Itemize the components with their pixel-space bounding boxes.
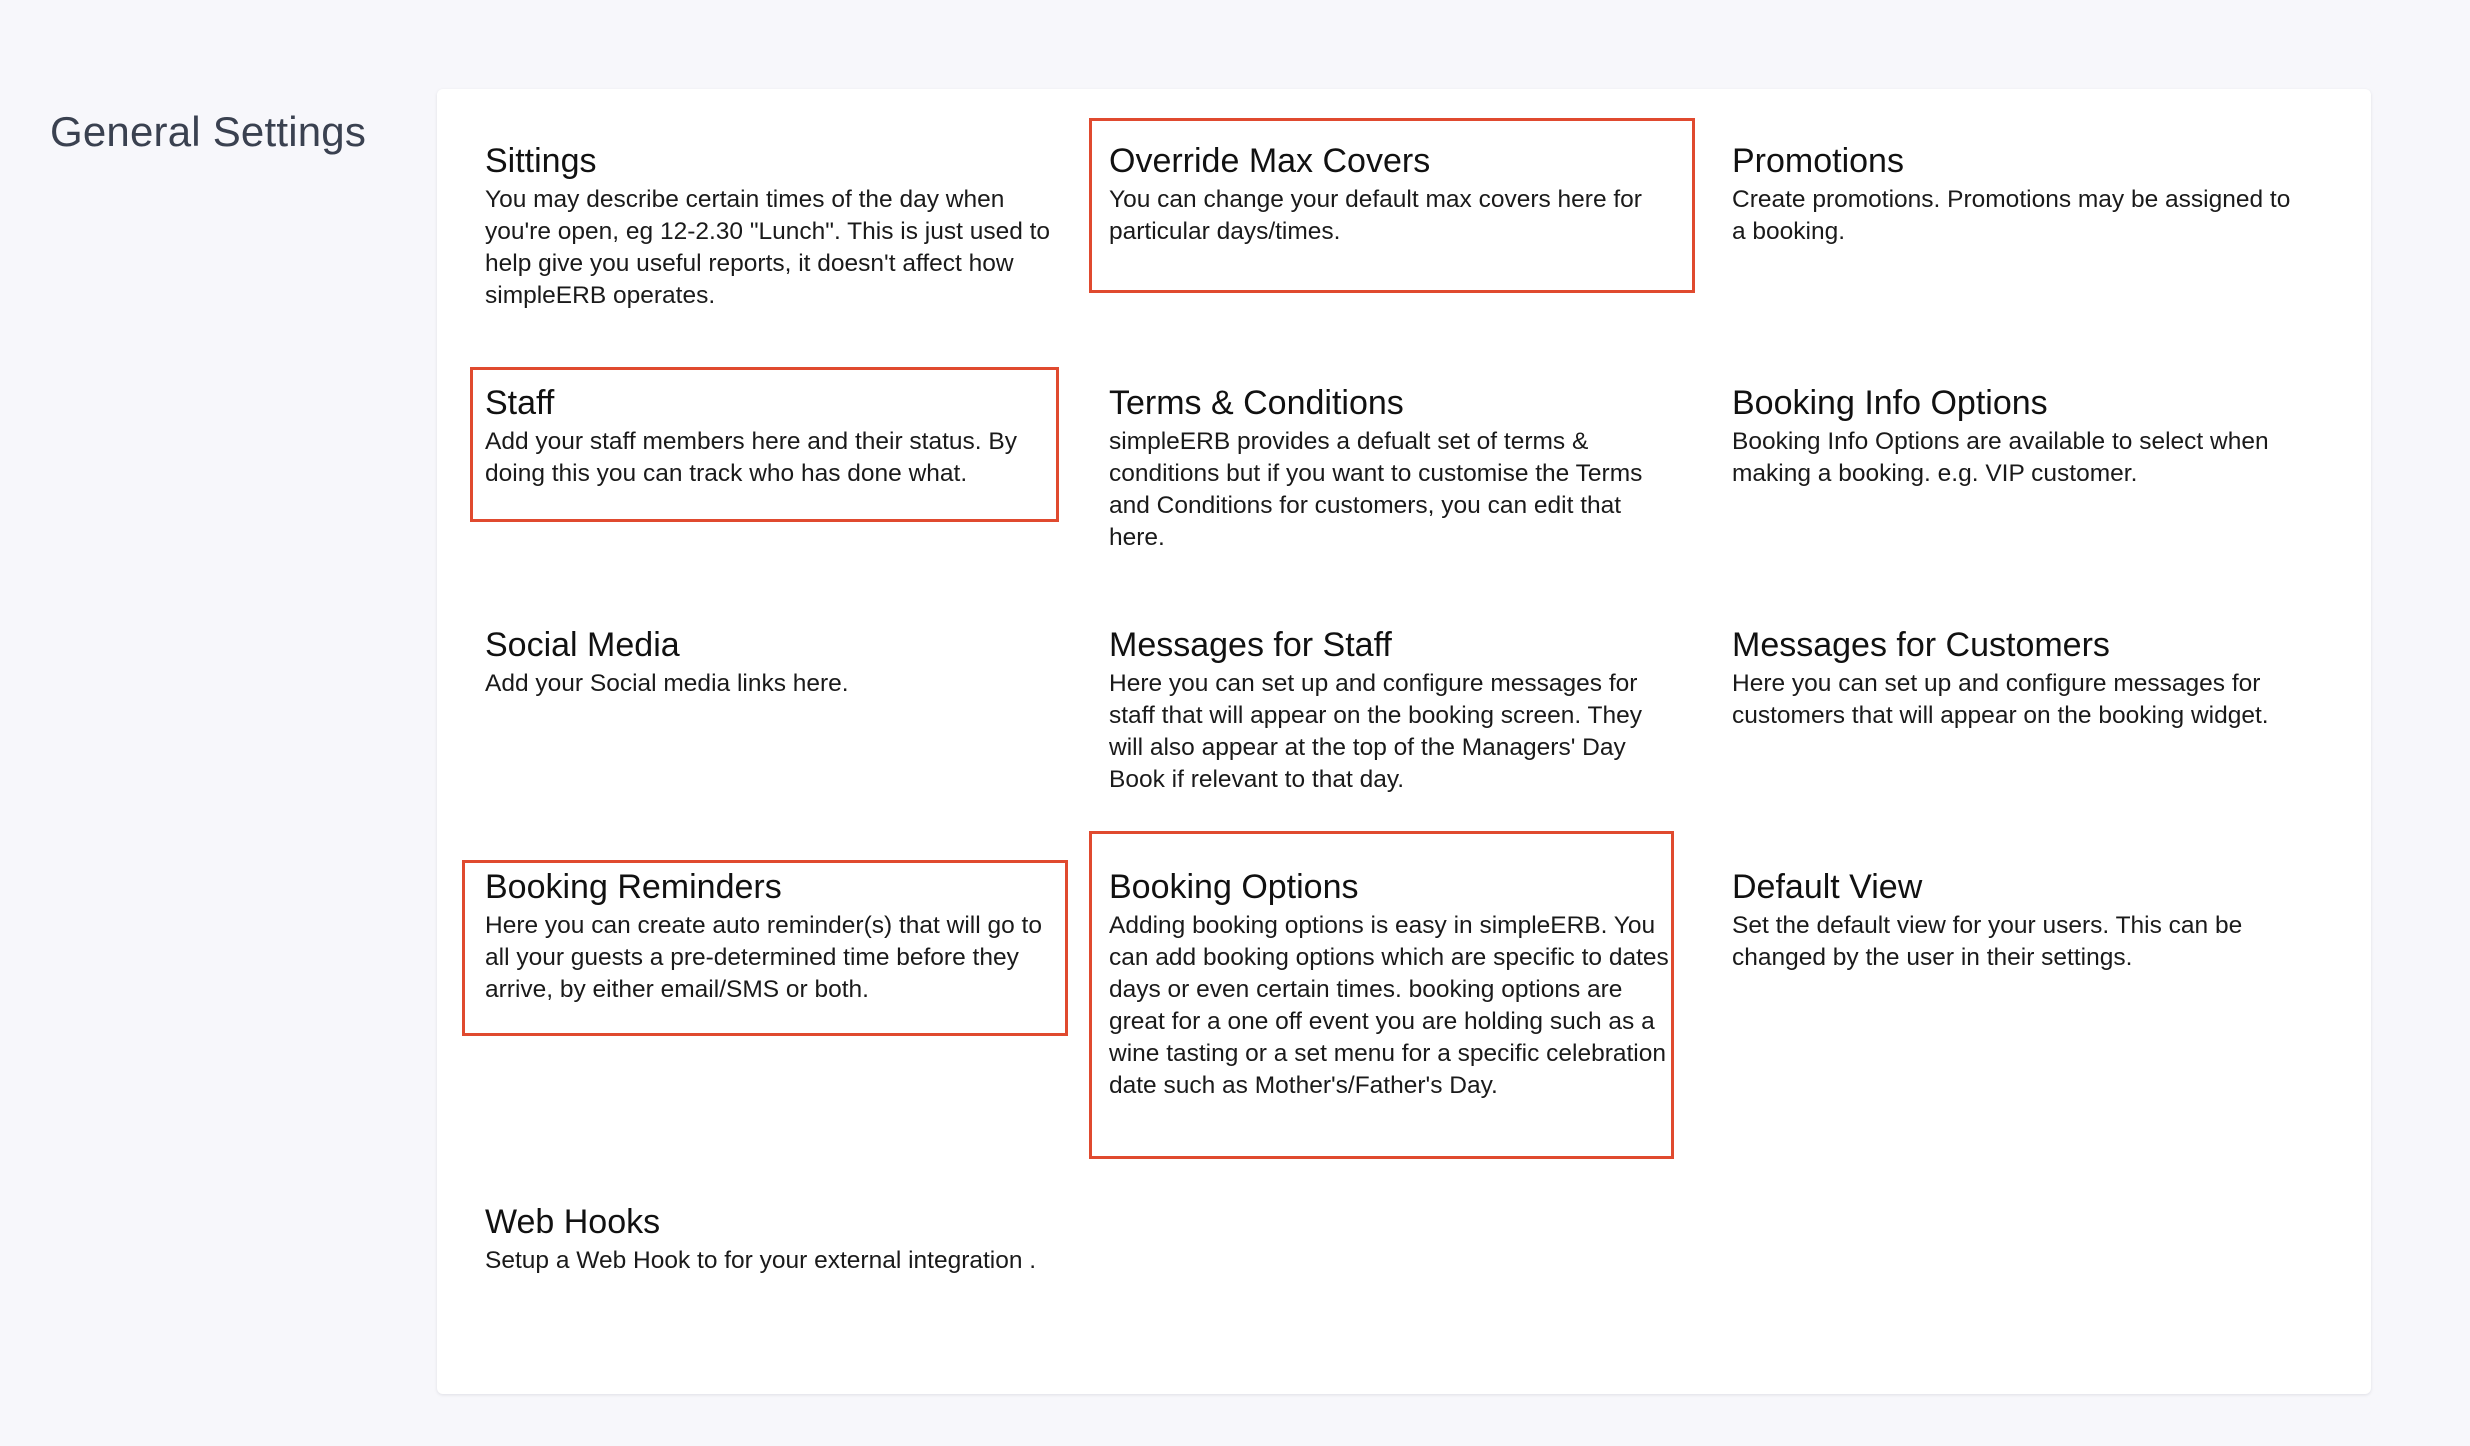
setting-social-media[interactable] [485,626,1055,700]
setting-description: Setup a Web Hook to for your external integration . [485,1247,1037,1274]
setting-description: Create promotions. Promotions may be assigned to a booking. [1732,186,2291,245]
setting-title[interactable]: Booking Reminders [485,868,782,906]
setting-title[interactable]: Sittings [485,142,597,180]
setting-promotions[interactable] [1732,142,2302,248]
setting-title[interactable]: Override Max Covers [1109,142,1431,180]
setting-override-max-covers[interactable] [1109,142,1679,248]
setting-messages-for-customers[interactable] [1732,626,2302,732]
setting-title[interactable]: Booking Options [1109,868,1359,906]
setting-default-view[interactable] [1732,868,2302,974]
setting-description: Here you can set up and configure messages for customers that will appear on the booking widget. [1732,670,2269,729]
page-title: General Settings [50,108,367,155]
setting-web-hooks[interactable] [485,1203,1055,1277]
settings-card [437,89,2371,1394]
setting-title[interactable]: Default View [1732,868,1923,906]
setting-booking-reminders[interactable] [485,868,1055,1006]
setting-title[interactable]: Messages for Customers [1732,626,2110,664]
setting-description: Here you can set up and configure messages for staff that will appear on the booking screen. They will also appear at the top of the Managers' Day Book if relevant to that day. [1109,670,1642,793]
setting-title[interactable]: Social Media [485,626,680,664]
setting-title[interactable]: Terms & Conditions [1109,384,1404,422]
setting-title[interactable]: Booking Info Options [1732,384,2048,422]
setting-description: You may describe certain times of the day when you're open, eg 12-2.30 "Lunch". This is just used to help give you useful reports, it doesn't affect how simpleERB operates. [485,186,1051,309]
setting-title[interactable]: Messages for Staff [1109,626,1392,664]
setting-description: simpleERB provides a defualt set of terms & conditions but if you want to customise the Terms and Conditions for customers, you can edit that here. [1109,428,1643,551]
setting-description: You can change your default max covers here for particular days/times. [1109,186,1642,245]
setting-booking-info-options[interactable] [1732,384,2302,490]
setting-description: Set the default view for your users. This can be changed by the user in their settings. [1732,912,2243,971]
setting-messages-for-staff[interactable] [1109,626,1679,796]
setting-terms-conditions[interactable] [1109,384,1679,554]
setting-sittings[interactable] [485,142,1055,312]
setting-title[interactable]: Promotions [1732,142,1904,180]
setting-title[interactable]: Staff [485,384,555,422]
setting-title[interactable]: Web Hooks [485,1203,661,1241]
setting-description: Booking Info Options are available to select when making a booking. e.g. VIP customer. [1732,428,2269,487]
setting-booking-options[interactable] [1109,868,1679,1102]
setting-description: Add your staff members here and their status. By doing this you can track who has done what. [485,428,1018,487]
setting-staff[interactable] [485,384,1055,490]
setting-description: Adding booking options is easy in simpleERB. You can add booking options which are specific to dates, days or even certain times. booking options are great for a one off event you are holding such as a wine tasting or a set menu for a specific celebration date such as Mother's/Father's Day. [1109,912,1676,1099]
setting-description: Here you can create auto reminder(s) that will go to all your guests a pre-determined time before they arrive, by either email/SMS or both. [485,912,1042,1003]
setting-description: Add your Social media links here. [485,670,849,697]
